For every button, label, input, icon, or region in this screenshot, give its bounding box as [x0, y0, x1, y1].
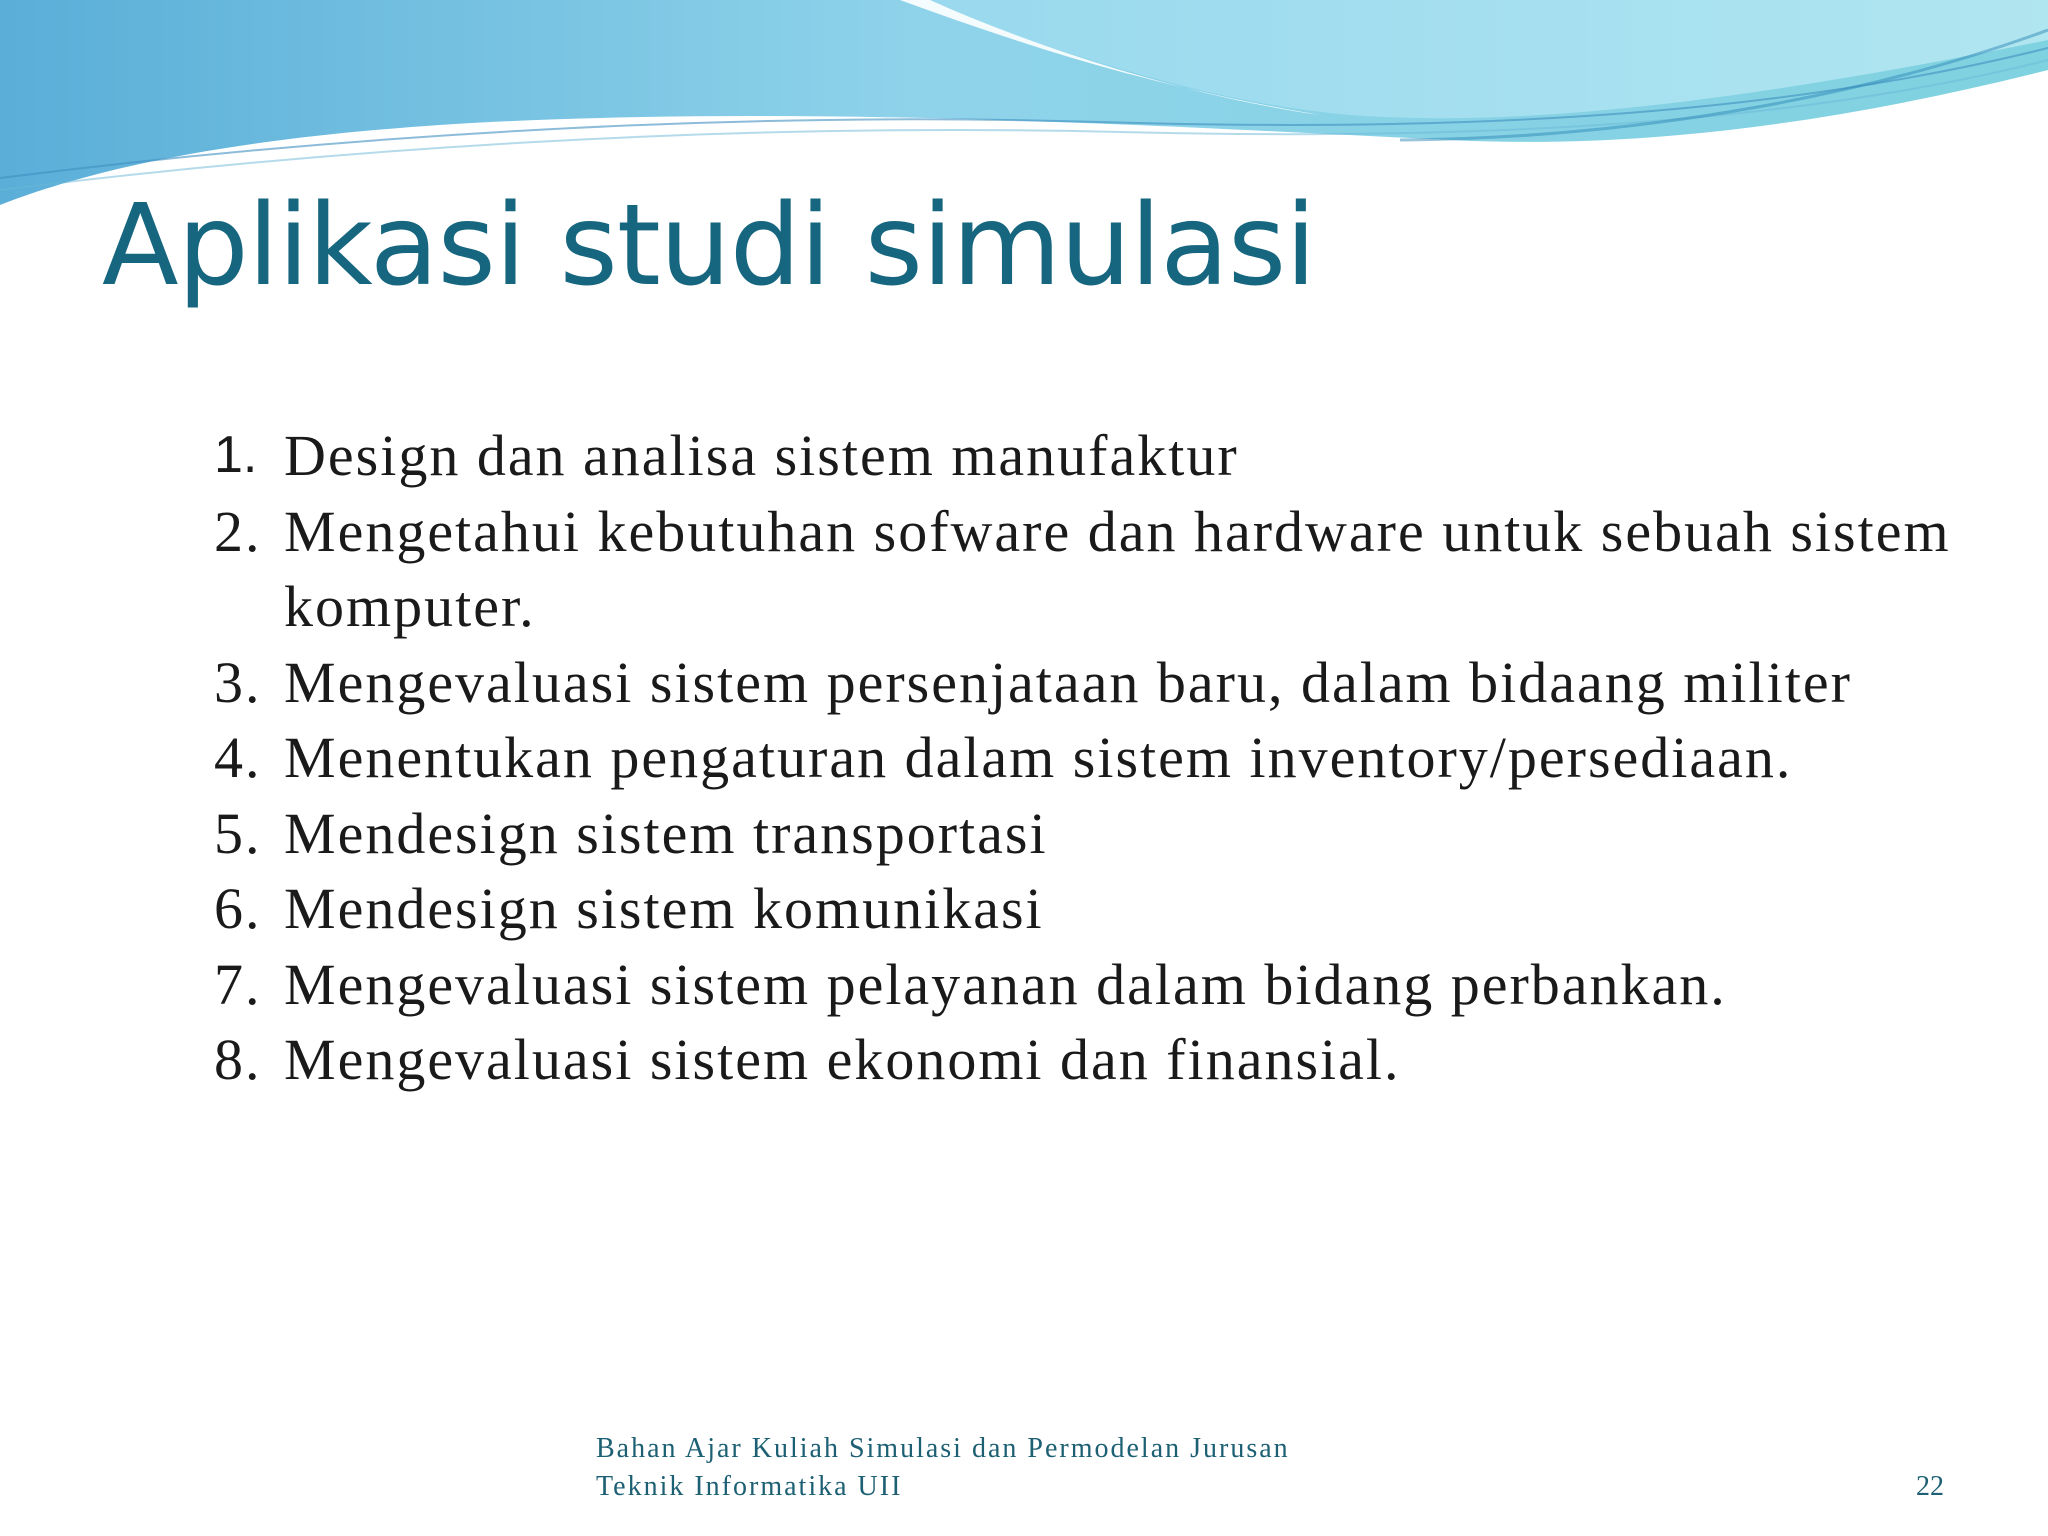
list-item-number: 8. [214, 1027, 262, 1092]
list-item [214, 871, 2014, 947]
list-item-number: 2. [214, 498, 262, 564]
list-item [214, 494, 2014, 645]
slide-footer [596, 1430, 1290, 1506]
list-item-text: Mendesign sistem komunikasi [284, 876, 1044, 941]
slide-title: Aplikasi studi simulasi [102, 181, 1316, 311]
list-item-number: 4. [214, 725, 262, 790]
list-item-number: 6. [214, 876, 262, 941]
footer-line-2: Teknik Informatika UII [596, 1471, 903, 1502]
list-item-number: 7. [214, 951, 262, 1017]
list-item-text: Mengevaluasi sistem ekonomi dan finansial. [284, 1027, 1401, 1092]
list-item-number: 1. [214, 426, 258, 484]
list-item-number: 3. [214, 649, 262, 715]
list-item [214, 720, 2014, 796]
list-item [214, 947, 2014, 1023]
list-item-text: Mengetahui kebutuhan sofware dan hardware untuk sebuah sistem komputer. [284, 498, 1951, 639]
list-item-text: Mengevaluasi sistem persenjataan baru, dalam bidaang militer [284, 649, 1852, 715]
page-number: 22 [1916, 1471, 1944, 1502]
application-list [214, 418, 2014, 1098]
list-item [214, 418, 2014, 494]
list-item-number: 5. [214, 800, 262, 866]
list-item-text: Mendesign sistem transportasi [284, 800, 1048, 866]
footer-line-1: Bahan Ajar Kuliah Simulasi dan Permodelan Jurusan [596, 1433, 1290, 1464]
list-item [214, 1022, 2014, 1098]
list-item-text: Design dan analisa sistem manufaktur [284, 423, 1239, 488]
list-item [214, 796, 2014, 872]
list-item-text: Mengevaluasi sistem pelayanan dalam bidang perbankan. [284, 951, 1727, 1017]
list-item [214, 645, 2014, 721]
list-item-text: Menentukan pengaturan dalam sistem inventory/persediaan. [284, 725, 1793, 790]
